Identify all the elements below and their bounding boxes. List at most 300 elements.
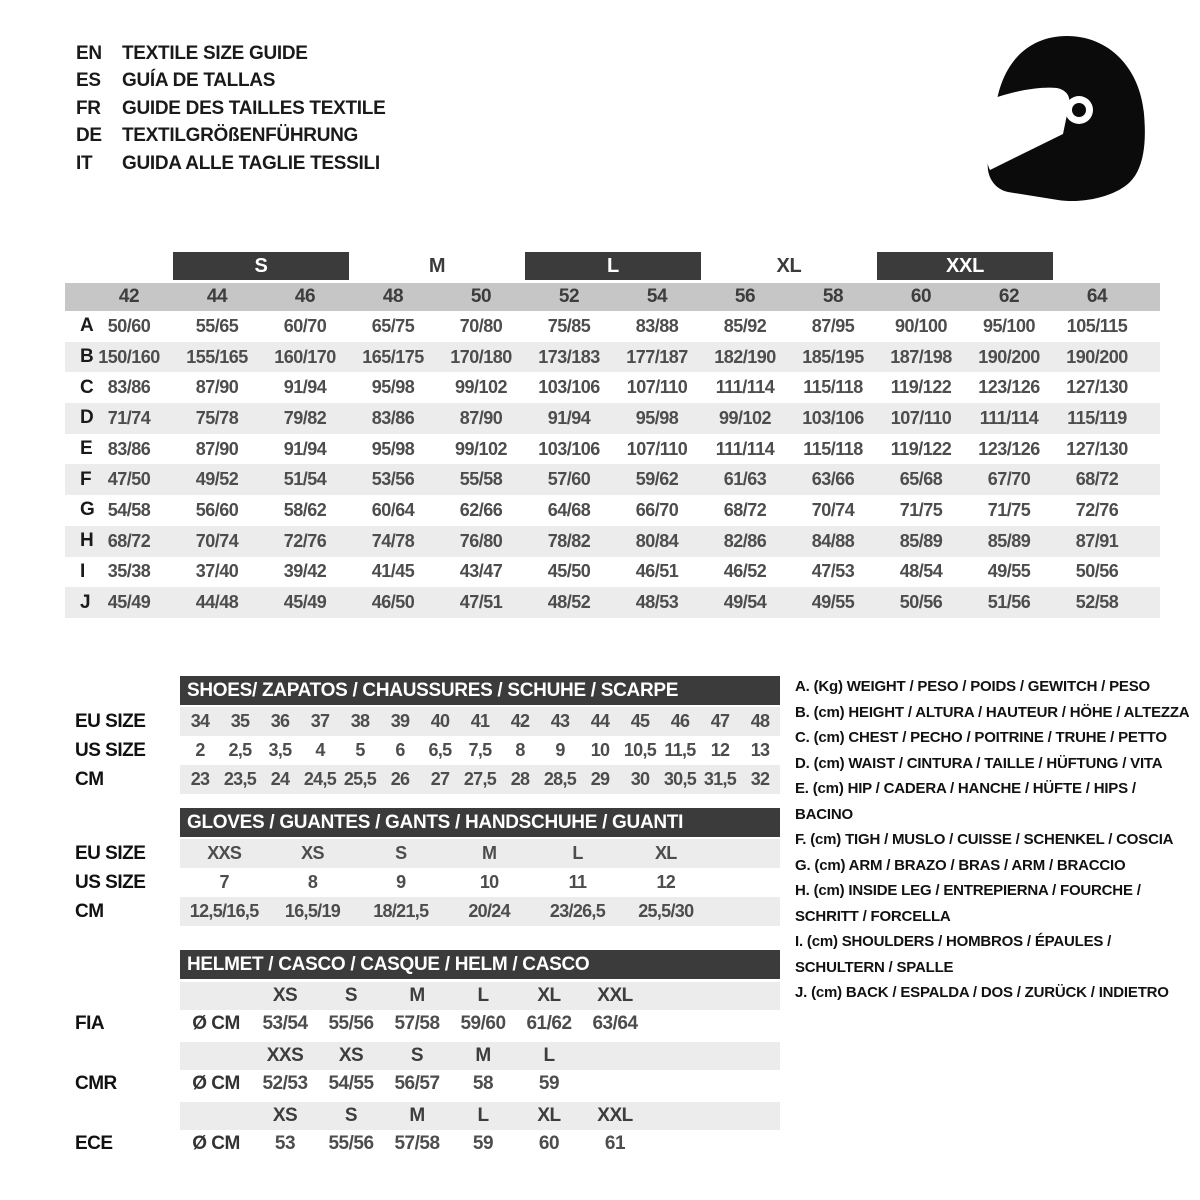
- measurement-value: 90/100: [894, 315, 948, 336]
- measurement-value: 115/119: [1067, 407, 1127, 428]
- language-code: ES: [76, 70, 101, 92]
- size-value: 31,5: [703, 769, 737, 789]
- measurement-value: 74/78: [371, 530, 415, 551]
- measurement-value: 187/198: [890, 346, 952, 367]
- size-value: XXS: [207, 843, 242, 863]
- standard-label: ECE: [75, 1133, 113, 1154]
- size-value: 25,5: [343, 769, 377, 789]
- racing-helmet-icon: [972, 30, 1152, 210]
- helmet-size-label: M: [409, 985, 425, 1006]
- helmet-size-label: L: [477, 985, 489, 1006]
- helmet-size-header-CMR: [65, 1042, 1160, 1070]
- measurement-value: 46/51: [635, 561, 679, 582]
- measurement-value: 150/160: [98, 346, 160, 367]
- size-value: 25,5/30: [638, 901, 694, 921]
- helmet-size-label: S: [410, 1045, 424, 1066]
- measurement-value: 91/94: [283, 377, 327, 398]
- legend-item: H. (cm) INSIDE LEG / ENTREPIERNA / FOURCHE / SCHRITT / FORCELLA: [795, 882, 1141, 925]
- measurement-value: 107/110: [626, 438, 688, 459]
- size-group-M: M: [428, 254, 446, 277]
- measurement-value: 105/115: [1066, 315, 1128, 336]
- measurement-value: 85/92: [723, 315, 767, 336]
- measurement-value: 35/38: [107, 561, 151, 582]
- size-value: M: [482, 843, 497, 863]
- size-value: 38: [350, 711, 370, 731]
- size-value: 42: [510, 711, 530, 731]
- gloves-title-bar: GLOVES / GUANTES / GANTS / HANDSCHUHE / GUANTI: [180, 808, 780, 837]
- size-value: 3,5: [268, 740, 292, 760]
- apparel-size-table: [65, 252, 1160, 618]
- measurement-value: 85/89: [987, 530, 1031, 551]
- helmet-size-label: L: [543, 1045, 555, 1066]
- measurement-value: 68/72: [723, 499, 767, 520]
- measurement-value: 49/55: [987, 561, 1031, 582]
- size-group-L: L: [525, 252, 701, 280]
- measurement-value: 127/130: [1066, 438, 1128, 459]
- measurement-value: 65/68: [899, 469, 943, 490]
- measurement-value: 115/118: [803, 438, 863, 459]
- size-value: 40: [430, 711, 450, 731]
- size-band: [180, 1070, 780, 1098]
- measurement-row-A: [65, 311, 1160, 342]
- measurement-value: 99/102: [718, 407, 772, 428]
- size-value: 30,5: [663, 769, 697, 789]
- standard-label: FIA: [75, 1013, 105, 1034]
- numeric-size: 46: [294, 286, 316, 307]
- helmet-size-value: 55/56: [328, 1133, 374, 1154]
- measurement-row-D: [65, 403, 1160, 434]
- measurement-value: 103/106: [802, 407, 864, 428]
- standard-label: CMR: [75, 1073, 117, 1094]
- legend-item: D. (cm) WAIST / CINTURA / TAILLE / HÜFTUNG / VITA: [795, 754, 1163, 772]
- size-value: 9: [555, 740, 565, 760]
- size-value: 23/26,5: [549, 901, 606, 921]
- row-label: C: [80, 376, 94, 398]
- helmet-size-value: 61: [604, 1133, 626, 1154]
- numeric-size: 58: [822, 286, 844, 307]
- measurement-value: 83/86: [107, 377, 151, 398]
- measurement-value: 190/200: [1066, 346, 1128, 367]
- size-value: 30: [630, 769, 650, 789]
- measurement-value: 107/110: [626, 377, 688, 398]
- row-label: B: [80, 346, 94, 368]
- numeric-size: 48: [382, 286, 404, 307]
- measurement-value: 55/58: [459, 469, 503, 490]
- measurement-value: 111/114: [715, 377, 775, 398]
- size-value: 27,5: [463, 769, 497, 789]
- helmet-size-value: 60: [538, 1133, 560, 1154]
- size-value: 28,5: [543, 769, 577, 789]
- helmet-size-value: 55/56: [328, 1013, 374, 1034]
- measurement-value: 47/53: [811, 561, 855, 582]
- size-value: 34: [190, 711, 210, 731]
- size-value: 5: [355, 740, 365, 760]
- size-value: 36: [270, 711, 290, 731]
- measurement-row-J: [65, 587, 1160, 618]
- row-label: US SIZE: [75, 871, 146, 893]
- size-band: [180, 707, 780, 736]
- helmet-size-label: M: [475, 1045, 491, 1066]
- measurement-value: 87/95: [811, 315, 855, 336]
- measurement-value: 119/122: [890, 377, 952, 398]
- measurement-row-H: [65, 526, 1160, 557]
- measurement-value: 165/175: [362, 346, 424, 367]
- row-label: G: [80, 499, 95, 521]
- measurement-value: 185/195: [802, 346, 864, 367]
- language-title: GUÍA DE TALLAS: [122, 70, 276, 92]
- measurement-value: 173/183: [538, 346, 600, 367]
- numeric-size: 50: [470, 286, 492, 307]
- numeric-size: 54: [646, 286, 668, 307]
- size-value: 13: [750, 740, 770, 760]
- measurement-value: 68/72: [107, 530, 151, 551]
- language-title: GUIDA ALLE TAGLIE TESSILI: [122, 152, 380, 174]
- measurement-value: 45/50: [547, 561, 591, 582]
- size-group-XXL: XXL: [877, 252, 1053, 280]
- measurement-value: 95/98: [371, 438, 415, 459]
- measurement-row-I: [65, 557, 1160, 588]
- numeric-size: 42: [118, 286, 140, 307]
- helmet-size-value: 52/53: [262, 1073, 308, 1094]
- measurement-value: 107/110: [890, 407, 952, 428]
- diameter-unit-label: Ø CM: [192, 1013, 240, 1034]
- size-value: 4: [315, 740, 325, 760]
- helmet-size-label: XS: [272, 985, 298, 1006]
- size-group-S: S: [173, 252, 349, 280]
- size-value: 11,5: [664, 740, 696, 760]
- measurement-value: 91/94: [283, 438, 327, 459]
- measurement-value: 37/40: [195, 561, 239, 582]
- measurement-value: 119/122: [890, 438, 952, 459]
- measurement-value: 127/130: [1066, 377, 1128, 398]
- size-band: [180, 897, 780, 926]
- helmet-size-value: 58: [472, 1073, 494, 1094]
- helmet-size-label: XS: [272, 1105, 298, 1126]
- legend-item: J. (cm) BACK / ESPALDA / DOS / ZURÜCK / INDIETRO: [795, 984, 1169, 1001]
- language-code: IT: [76, 152, 93, 174]
- size-value: 41: [470, 711, 490, 731]
- measurement-value: 63/66: [811, 469, 855, 490]
- measurement-row-B: [65, 342, 1160, 373]
- size-value: XL: [655, 843, 677, 863]
- size-value: 12: [710, 740, 730, 760]
- helmet-size-value: 53/54: [262, 1013, 308, 1034]
- row-label: EU SIZE: [75, 710, 146, 732]
- measurement-value: 49/54: [723, 592, 767, 613]
- measurement-value: 50/56: [1075, 561, 1119, 582]
- size-value: S: [395, 843, 407, 863]
- helmet-size-label: M: [409, 1105, 425, 1126]
- measurement-legend: [795, 674, 1195, 1006]
- measurement-value: 71/74: [107, 407, 151, 428]
- size-value: 10: [479, 872, 499, 892]
- size-band: [180, 868, 780, 897]
- size-value: 12: [656, 872, 676, 892]
- helmet-size-value: 59/60: [460, 1013, 506, 1034]
- measurement-value: 115/118: [803, 377, 863, 398]
- measurement-value: 53/56: [371, 469, 415, 490]
- row-label: A: [80, 315, 94, 337]
- size-band: [180, 765, 780, 794]
- measurement-value: 87/90: [195, 438, 239, 459]
- size-value: 43: [550, 711, 570, 731]
- helmet-size-label: XS: [338, 1045, 364, 1066]
- helmet-size-header-ECE: [65, 1102, 1160, 1130]
- row-label: H: [80, 530, 94, 552]
- row-label: I: [80, 560, 86, 582]
- size-value: 24: [270, 769, 290, 789]
- size-value: 47: [710, 711, 730, 731]
- measurement-value: 103/106: [538, 377, 600, 398]
- measurement-value: 160/170: [274, 346, 336, 367]
- legend-item: I. (cm) SHOULDERS / HOMBROS / ÉPAULES / SCHULTERN / SPALLE: [795, 933, 1112, 976]
- measurement-value: 70/74: [811, 499, 855, 520]
- numeric-size: 56: [734, 286, 756, 307]
- measurement-value: 49/52: [195, 469, 239, 490]
- helmet-size-value: 59: [538, 1073, 560, 1094]
- measurement-value: 61/63: [723, 469, 767, 490]
- size-value: 44: [590, 711, 610, 731]
- diameter-unit-label: Ø CM: [192, 1073, 240, 1094]
- measurement-value: 71/75: [899, 499, 943, 520]
- size-value: 7: [219, 872, 229, 892]
- language-row: [76, 40, 385, 68]
- measurement-value: 80/84: [635, 530, 679, 551]
- helmet-size-label: XL: [537, 985, 561, 1006]
- language-title: TEXTILGRÖßENFÜHRUNG: [122, 125, 359, 147]
- helmet-title-bar: HELMET / CASCO / CASQUE / HELM / CASCO: [180, 950, 780, 979]
- size-value: 26: [390, 769, 410, 789]
- measurement-value: 87/91: [1075, 530, 1119, 551]
- measurement-value: 78/82: [547, 530, 591, 551]
- size-value: 2,5: [228, 740, 252, 760]
- legend-item: G. (cm) ARM / BRAZO / BRAS / ARM / BRACCIO: [795, 856, 1126, 874]
- measurement-value: 103/106: [538, 438, 600, 459]
- size-value: 24,5: [303, 769, 337, 789]
- measurement-value: 48/54: [899, 561, 943, 582]
- measurement-value: 82/86: [723, 530, 767, 551]
- size-band: [180, 1010, 780, 1038]
- measurement-value: 83/86: [371, 407, 415, 428]
- legend-item: E. (cm) HIP / CADERA / HANCHE / HÜFTE / HIPS / BACINO: [795, 780, 1136, 823]
- size-value: 6: [395, 740, 405, 760]
- measurement-value: 55/65: [195, 315, 239, 336]
- language-title: GUIDE DES TAILLES TEXTILE: [122, 97, 386, 119]
- size-value: 16,5/19: [284, 901, 341, 921]
- measurement-rows: [65, 311, 1160, 618]
- shoes-title-bar: SHOES/ ZAPATOS / CHAUSSURES / SCHUHE / SCARPE: [180, 676, 780, 705]
- measurement-value: 62/66: [459, 499, 503, 520]
- measurement-value: 91/94: [547, 407, 591, 428]
- helmet-size-label: S: [344, 1105, 358, 1126]
- measurement-value: 44/48: [195, 592, 239, 613]
- measurement-row-E: [65, 434, 1160, 465]
- diameter-unit-label: Ø CM: [192, 1133, 240, 1154]
- legend-item: B. (cm) HEIGHT / ALTURA / HAUTEUR / HÖHE / ALTEZZA: [795, 703, 1190, 721]
- row-label: US SIZE: [75, 739, 146, 761]
- measurement-value: 95/98: [635, 407, 679, 428]
- measurement-value: 71/75: [987, 499, 1031, 520]
- size-value: 12,5/16,5: [189, 901, 259, 921]
- measurement-value: 99/102: [454, 377, 508, 398]
- language-code: EN: [76, 42, 102, 64]
- measurement-value: 65/75: [371, 315, 415, 336]
- measurement-value: 54/58: [107, 499, 151, 520]
- measurement-value: 190/200: [978, 346, 1040, 367]
- helmet-size-value: 57/58: [394, 1013, 440, 1034]
- numeric-size: 60: [910, 286, 932, 307]
- measurement-value: 48/52: [547, 592, 591, 613]
- measurement-value: 51/56: [987, 592, 1031, 613]
- measurement-value: 67/70: [987, 469, 1031, 490]
- language-code: DE: [76, 125, 102, 147]
- size-value: 39: [390, 711, 410, 731]
- size-value: 6,5: [428, 740, 452, 760]
- measurement-value: 58/62: [283, 499, 327, 520]
- measurement-value: 111/114: [979, 407, 1039, 428]
- size-value: 20/24: [468, 901, 510, 921]
- visor-pivot-center: [1072, 103, 1086, 117]
- measurement-value: 99/102: [454, 438, 508, 459]
- size-group-row: [65, 252, 1160, 280]
- size-value: 46: [670, 711, 690, 731]
- measurement-value: 182/190: [714, 346, 776, 367]
- size-value: 28: [510, 769, 530, 789]
- helmet-size-value: 61/62: [526, 1013, 572, 1034]
- legend-item: F. (cm) TIGH / MUSLO / CUISSE / SCHENKEL / COSCIA: [795, 831, 1174, 848]
- measurement-value: 84/88: [811, 530, 855, 551]
- numeric-size: 64: [1086, 286, 1108, 307]
- size-value: 37: [310, 711, 330, 731]
- measurement-value: 47/51: [459, 592, 503, 613]
- row-label: E: [80, 438, 93, 460]
- size-band: [180, 982, 780, 1010]
- measurement-value: 60/70: [283, 315, 327, 336]
- measurement-value: 50/60: [107, 315, 151, 336]
- measurement-value: 111/114: [715, 438, 775, 459]
- measurement-value: 49/55: [811, 592, 855, 613]
- language-title-list: [76, 40, 385, 178]
- language-title: TEXTILE SIZE GUIDE: [122, 42, 308, 64]
- numeric-size: 44: [206, 286, 228, 307]
- helmet-size-label: XXL: [597, 1105, 633, 1126]
- measurement-value: 85/89: [899, 530, 943, 551]
- helmet-size-label: XXS: [266, 1045, 304, 1066]
- size-value: 45: [630, 711, 650, 731]
- measurement-value: 76/80: [459, 530, 503, 551]
- helmet-size-label: XL: [537, 1105, 561, 1126]
- size-value: 9: [396, 872, 406, 892]
- size-value: 32: [750, 769, 770, 789]
- measurement-value: 72/76: [283, 530, 327, 551]
- size-band: [180, 839, 780, 868]
- size-value: 10,5: [623, 740, 657, 760]
- measurement-value: 43/47: [459, 561, 503, 582]
- measurement-value: 50/56: [899, 592, 943, 613]
- measurement-value: 59/62: [635, 469, 679, 490]
- size-value: 2: [195, 740, 205, 760]
- measurement-row-G: [65, 495, 1160, 526]
- row-label: CM: [75, 900, 104, 922]
- measurement-value: 87/90: [195, 377, 239, 398]
- language-row: [76, 95, 385, 123]
- numeric-size: 62: [998, 286, 1020, 307]
- size-value: 23,5: [223, 769, 257, 789]
- measurement-value: 72/76: [1075, 499, 1119, 520]
- helmet-size-value: 56/57: [394, 1073, 440, 1094]
- measurement-value: 47/50: [107, 469, 151, 490]
- legend-item: A. (Kg) WEIGHT / PESO / POIDS / GEWITCH / PESO: [795, 678, 1150, 695]
- measurement-value: 41/45: [371, 561, 415, 582]
- measurement-value: 79/82: [283, 407, 327, 428]
- measurement-value: 45/49: [107, 592, 151, 613]
- measurement-value: 52/58: [1075, 592, 1119, 613]
- helmet-size-label: S: [344, 985, 358, 1006]
- helmet-size-value: 63/64: [592, 1013, 638, 1034]
- measurement-value: 70/80: [459, 315, 503, 336]
- size-value: 35: [230, 711, 250, 731]
- numeric-size-row: [65, 283, 1160, 311]
- helmet-standard-row-FIA: [65, 1010, 1160, 1038]
- size-band: [180, 1042, 780, 1070]
- measurement-value: 95/100: [982, 315, 1036, 336]
- measurement-value: 70/74: [195, 530, 239, 551]
- measurement-row-C: [65, 372, 1160, 403]
- helmet-standard-row-ECE: [65, 1130, 1160, 1158]
- size-value: 8: [307, 872, 318, 892]
- legend-item: C. (cm) CHEST / PECHO / POITRINE / TRUHE / PETTO: [795, 729, 1167, 746]
- measurement-value: 83/86: [107, 438, 151, 459]
- measurement-value: 170/180: [450, 346, 512, 367]
- language-row: [76, 68, 385, 96]
- helmet-size-label: XXL: [597, 985, 633, 1006]
- measurement-value: 51/54: [283, 469, 327, 490]
- measurement-value: 56/60: [195, 499, 239, 520]
- measurement-value: 48/53: [635, 592, 679, 613]
- measurement-value: 123/126: [978, 377, 1040, 398]
- row-label: F: [80, 468, 92, 490]
- measurement-value: 60/64: [371, 499, 415, 520]
- measurement-value: 123/126: [978, 438, 1040, 459]
- measurement-value: 68/72: [1075, 469, 1119, 490]
- size-value: L: [572, 843, 583, 863]
- measurement-value: 46/50: [371, 592, 415, 613]
- language-row: [76, 123, 385, 151]
- size-value: 29: [590, 769, 610, 789]
- measurement-value: 83/88: [635, 315, 679, 336]
- size-band: [180, 1102, 780, 1130]
- size-value: 27: [430, 769, 450, 789]
- measurement-value: 66/70: [635, 499, 679, 520]
- row-label: D: [80, 407, 94, 429]
- helmet-size-value: 53: [274, 1133, 296, 1154]
- size-value: 48: [750, 711, 770, 731]
- size-value: 23: [190, 769, 210, 789]
- helmet-size-value: 59: [472, 1133, 494, 1154]
- size-group-XL: XL: [776, 254, 802, 277]
- measurement-value: 46/52: [723, 561, 767, 582]
- size-band: [180, 1130, 780, 1158]
- measurement-value: 155/165: [186, 346, 248, 367]
- measurement-row-F: [65, 464, 1160, 495]
- numeric-size: 52: [558, 286, 580, 307]
- row-label: CM: [75, 768, 104, 790]
- language-row: [76, 150, 385, 178]
- size-value: 7,5: [468, 740, 492, 760]
- measurement-value: 87/90: [459, 407, 503, 428]
- measurement-value: 95/98: [371, 377, 415, 398]
- size-band: [180, 736, 780, 765]
